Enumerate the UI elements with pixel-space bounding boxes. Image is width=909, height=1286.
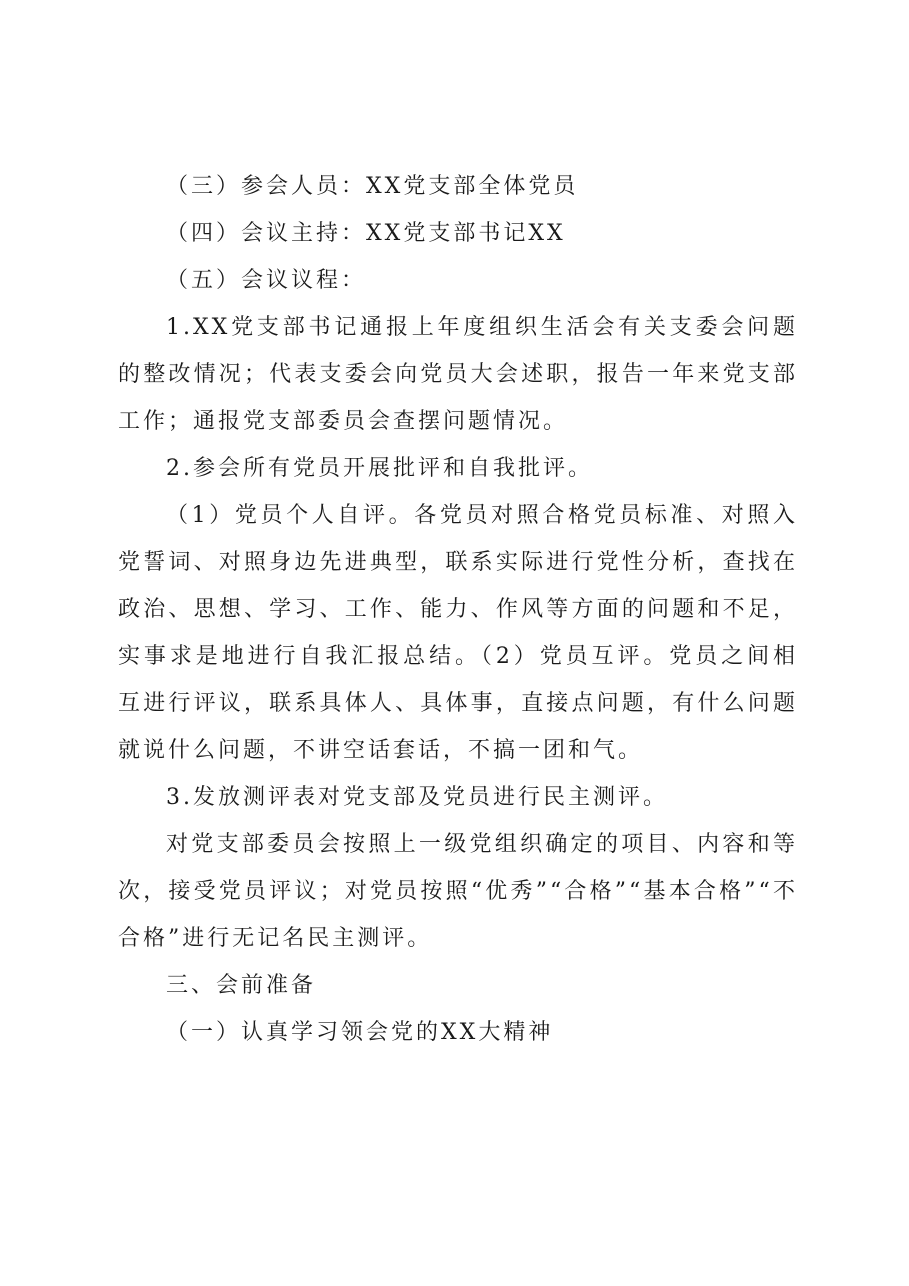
paragraph-self-evaluation: （1）党员个人自评。各党员对照合格党员标准、对照入党誓词、对照身边先进典型，联系实际进行党性分析，查找在政治、思想、学习、工作、能力、作风等方面的问题和不足，实事求是地进行自我汇报总结。（2）党员互评。党员之间相互进行评议，联系具体人、具体事，直接点问题，有什么问题就说什么问题，不讲空话套话，不搞一团和气。 [118,503,798,763]
paragraph-agenda-item-1: 1.XX党支部书记通报上年度组织生活会有关支委会问题的整改情况；代表支委会向党员大会述职，报告一年来党支部工作；通报党支部委员会查摆问题情况。 [118,315,798,434]
paragraph-agenda-item-2: 2.参会所有党员开展批评和自我批评。 [166,456,593,481]
document-body [118,163,798,1056]
paragraph-evaluation-criteria: 对党支部委员会按照上一级党组织确定的项目、内容和等次，接受党员评议；对党员按照“优秀”“合格”“基本合格”“不合格”进行无记名民主测评。 [118,832,798,951]
paragraph-agenda-item-3: 3.发放测评表对党支部及党员进行民主测评。 [166,785,668,810]
paragraph-attendees: （三）参会人员：XX党支部全体党员 [166,174,579,199]
paragraph-agenda-heading: （五）会议议程： [166,268,367,293]
paragraph-study-item-1: （一）认真学习领会党的XX大精神 [166,1020,554,1045]
section-heading-preparation: 三、会前准备 [166,973,317,998]
paragraph-host: （四）会议主持：XX党支部书记XX [166,221,566,246]
